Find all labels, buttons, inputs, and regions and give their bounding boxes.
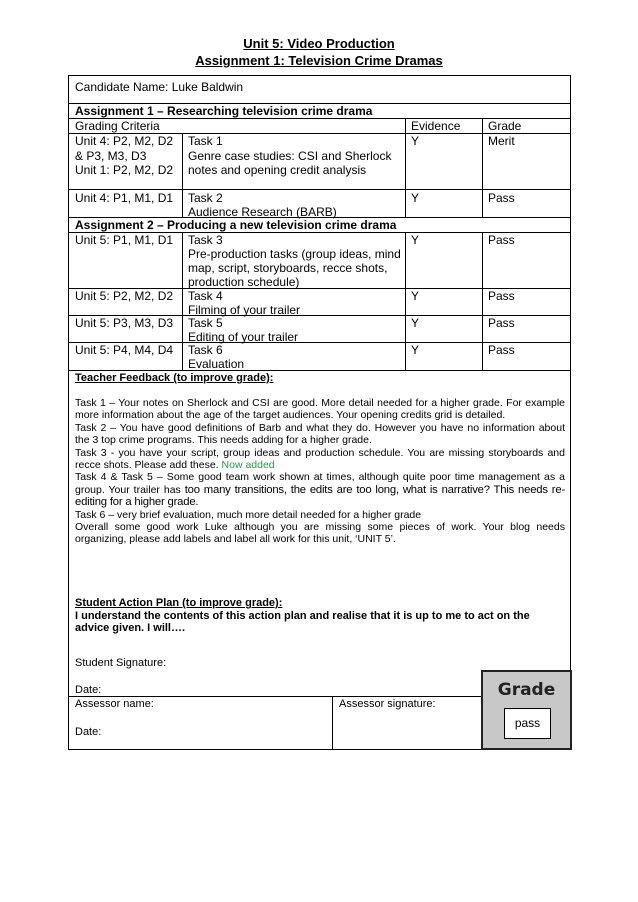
row-task: Task 6 bbox=[188, 343, 223, 357]
row-task: map, script, storyboards, recce shots, bbox=[188, 261, 388, 275]
row-evidence: Y bbox=[411, 134, 420, 148]
row-evidence: Y bbox=[411, 343, 420, 357]
row-evidence: Y bbox=[411, 233, 420, 247]
feedback-text bbox=[75, 397, 565, 546]
row-grade: Pass bbox=[488, 343, 515, 357]
col-rule bbox=[405, 118, 406, 189]
assessor-date-label: Date: bbox=[75, 726, 102, 738]
col-rule bbox=[482, 189, 483, 217]
feedback-task2: Task 2 – You have good definitions of Barb and what they do. However you have no information about the 3 top crime programs. This needs adding for a higher grade. bbox=[75, 421, 565, 447]
row-task: Genre case studies: CSI and Sherlock bbox=[188, 148, 392, 163]
row-criteria: Unit 5: P2, M2, D2 bbox=[75, 289, 174, 303]
row-criteria: Unit 1: P2, M2, D2 bbox=[75, 163, 174, 177]
feedback-task1: Task 1 – Your notes on Sherlock and CSI are good. More detail needed for a higher grade. For example more information about the age of the target audiences. Your opening credits grid is detailed. bbox=[75, 397, 565, 422]
action-plan-statement: I understand the contents of this action plan and realise that it is up to me to act on the advice given. I will…. bbox=[75, 610, 530, 635]
row-criteria: Unit 5: P3, M3, D3 bbox=[75, 316, 174, 330]
assignment1-heading: Assignment 1 – Researching television crime drama bbox=[75, 104, 373, 118]
col-header-grade: Grade bbox=[488, 119, 522, 133]
col-header-criteria: Grading Criteria bbox=[75, 119, 160, 133]
col-header-evidence: Evidence bbox=[411, 119, 461, 133]
feedback-task6: Task 6 – very brief evaluation, much more detail needed for a higher grade bbox=[75, 508, 422, 521]
col-rule bbox=[405, 189, 406, 217]
grade-box-value: pass bbox=[504, 708, 551, 739]
col-rule bbox=[182, 133, 183, 189]
assignment2-heading: Assignment 2 – Producing a new television crime drama bbox=[75, 218, 397, 232]
row-task: production schedule) bbox=[188, 275, 300, 289]
row-grade: Pass bbox=[488, 316, 515, 330]
grade-box bbox=[481, 670, 572, 750]
assessor-signature-label: Assessor signature: bbox=[339, 698, 436, 710]
assessor-name-label: Assessor name: bbox=[75, 698, 154, 710]
row-task: Task 3 bbox=[188, 233, 223, 247]
row-criteria: Unit 4: P1, M1, D1 bbox=[75, 191, 174, 205]
action-plan-heading: Student Action Plan (to improve grade): bbox=[75, 597, 283, 609]
row-criteria: & P3, M3, D3 bbox=[75, 148, 147, 163]
assignment-title: Assignment 1: Television Crime Dramas bbox=[195, 53, 443, 68]
row-task: Task 2 bbox=[188, 191, 223, 205]
feedback-task3-note: Now added bbox=[221, 459, 275, 472]
col-rule bbox=[182, 232, 183, 370]
student-signature-label: Student Signature: bbox=[75, 657, 167, 669]
candidate-name: Candidate Name: Luke Baldwin bbox=[75, 80, 244, 94]
col-rule bbox=[482, 118, 483, 189]
feedback-task3: Task 3 - you have your script, group ideas and production schedule. You are missing storyboards and recce shots. Please add these. Now added bbox=[75, 446, 565, 472]
row-task: Filming of your trailer bbox=[188, 302, 301, 317]
feedback-overall: Overall some good work Luke although you are missing some pieces of work. Your blog needs organizing, please add labels and label all work for this unit, ‘UNIT 5’. bbox=[75, 521, 565, 546]
col-rule bbox=[405, 232, 406, 370]
row-criteria: Unit 4: P2, M2, D2 bbox=[75, 134, 174, 148]
row-grade: Merit bbox=[488, 134, 515, 148]
row-task: Editing of your trailer bbox=[188, 329, 299, 344]
grade-box-title: Grade bbox=[497, 680, 556, 700]
row-evidence: Y bbox=[411, 191, 420, 205]
rule bbox=[68, 189, 571, 190]
rule bbox=[68, 370, 571, 371]
row-task: Task 4 bbox=[188, 289, 223, 303]
student-date-label: Date: bbox=[75, 684, 102, 696]
feedback-task4-5: Task 4 & Task 5 – Some good team work shown at times, although quite poor time management as a group. Your trailer has too many transitions, the edits are too long, what is narrative? This needs re-editing for a higher grade. bbox=[75, 471, 566, 509]
row-task: Pre-production tasks (group ideas, mind bbox=[188, 247, 401, 261]
row-task: notes and opening credit analysis bbox=[188, 163, 367, 177]
row-criteria: Unit 5: P1, M1, D1 bbox=[75, 233, 174, 247]
row-task: Task 5 bbox=[188, 316, 223, 330]
col-rule bbox=[182, 189, 183, 217]
col-rule bbox=[332, 696, 333, 750]
feedback-heading: Teacher Feedback (to improve grade): bbox=[75, 372, 274, 384]
row-task: Task 1 bbox=[188, 134, 223, 148]
row-criteria: Unit 5: P4, M4, D4 bbox=[75, 343, 174, 357]
row-grade: Pass bbox=[488, 233, 515, 247]
row-evidence: Y bbox=[411, 289, 420, 303]
row-evidence: Y bbox=[411, 316, 420, 330]
row-grade: Pass bbox=[488, 191, 515, 205]
row-task: Evaluation bbox=[188, 356, 245, 371]
row-task: Audience Research (BARB) bbox=[188, 205, 337, 219]
unit-title: Unit 5: Video Production bbox=[243, 36, 395, 51]
row-grade: Pass bbox=[488, 289, 515, 303]
col-rule bbox=[482, 232, 483, 370]
